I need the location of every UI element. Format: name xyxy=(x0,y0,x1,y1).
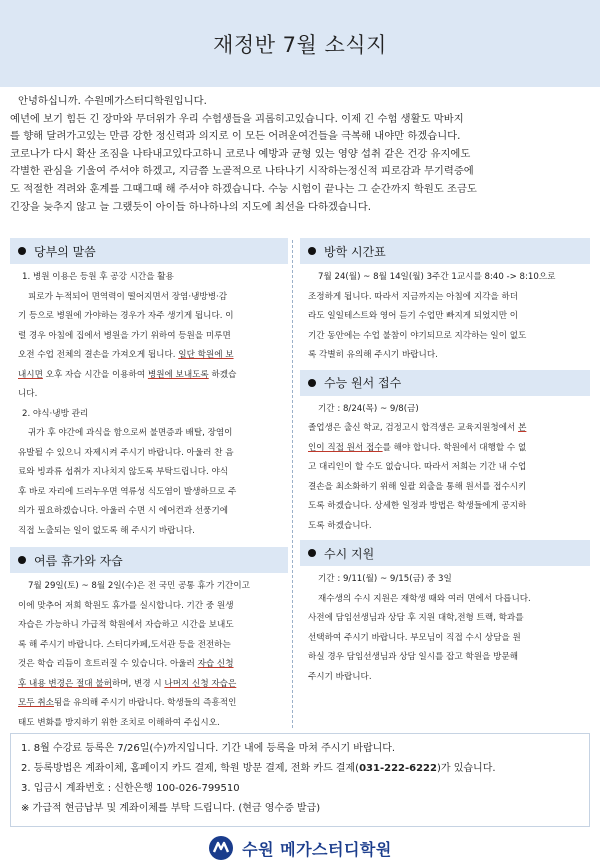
body-line: 귀가 후 야간에 과식을 함으로써 불면증과 배탈, 장염이 xyxy=(28,428,233,438)
body-line: 록 해 주시기 바랍니다. 스터디카페,도서관 등을 전전하는 xyxy=(18,639,231,650)
body-line: 럴 경우 아침에 집에서 병원을 가기 위하여 등원을 미루면 xyxy=(18,330,231,341)
emphasis-text: 일단 학원에 보 xyxy=(178,350,234,360)
section-header-schedule xyxy=(300,238,590,264)
body-line xyxy=(308,419,586,439)
emphasis-text: 병원에 보내도록 xyxy=(147,369,209,380)
body-line: 유발될 수 있으니 자제시켜 주시기 바랍니다. 아울러 찬 음 xyxy=(18,447,234,458)
emphasis-text: 인이 직접 원서 접수 xyxy=(308,442,383,453)
period-line: 기간 : 8/24(목) ~ 9/8(금) xyxy=(318,403,419,414)
body-text: 오전 수업 전체의 결손을 가져오게 됩니다. xyxy=(18,350,176,360)
section-title: 방학 시간표 xyxy=(324,244,386,259)
body-text: 를 해야 합니다. 학원에서 대행할 수 없 xyxy=(382,442,527,453)
notice-line: 1. 8월 수강료 등록은 7/26일(수)까지입니다. 기간 내에 등록을 마쳐 주시기 바랍니다. xyxy=(21,743,396,754)
body-text: 됨을 유의해 주시기 바랍니다. 학생들의 즉흥적인 xyxy=(53,698,237,708)
body-line: 주시기 바랍니다. xyxy=(308,671,372,682)
body-line: 후 바로 자리에 드러누우면 역류성 식도염이 발생하므로 주 xyxy=(18,486,237,497)
body-text: 것은 학습 리듬이 흐트러질 수 있습니다. 아울러 xyxy=(18,659,195,669)
body-line xyxy=(18,675,284,695)
bullet-icon xyxy=(18,247,26,255)
section-body-schedule xyxy=(300,264,590,366)
body-line: 의가 필요하겠습니다. 아울러 수면 시 에어컨과 선풍기에 xyxy=(18,506,229,516)
emphasis-text: 본 xyxy=(518,423,527,433)
body-text: 오후 자습 시간을 이용하여 xyxy=(42,369,148,380)
section-header-vacation xyxy=(10,547,288,573)
brand-name: 수원 메가스터디학원 xyxy=(242,839,392,859)
body-line xyxy=(18,366,284,386)
right-column xyxy=(300,238,590,687)
section-header-application xyxy=(300,370,590,396)
emphasis-text: 자습 신청 xyxy=(197,659,234,669)
body-line: 조정하게 됩니다. 따라서 지금까지는 아침에 지각을 하더 xyxy=(308,291,519,302)
body-line: 니다. xyxy=(18,389,38,399)
body-line: 라도 일일테스트와 영어 듣기 수업만 빠지게 되었지만 이 xyxy=(308,311,519,321)
section-title: 수시 지원 xyxy=(324,546,375,561)
section-title: 수능 원서 접수 xyxy=(324,376,402,390)
section-header-parent xyxy=(10,238,288,264)
notice-text: )가 있습니다. xyxy=(436,763,496,774)
body-line: 도록 하겠습니다. xyxy=(308,520,372,531)
brand-logo xyxy=(0,833,600,863)
item-title: 1. 병원 이용은 등원 후 공강 시간을 활용 xyxy=(22,272,174,282)
body-line: 태도 변화를 방지하기 위한 조치로 이해하여 주십시오. xyxy=(18,717,220,728)
emphasis-text: 내시면 xyxy=(18,369,43,380)
notice-line: 3. 입금시 계좌번호 : 신한은행 100-026-799510 xyxy=(21,783,240,794)
newsletter-header xyxy=(0,0,600,87)
body-line: 자습은 가능하니 가급적 학원에서 자습하고 시간을 보내도 xyxy=(18,620,234,630)
body-text: 하며, 변경 시 xyxy=(111,678,165,689)
notice-line xyxy=(21,759,579,779)
emphasis-text: 모두 취소 xyxy=(18,698,54,708)
intro-paragraph xyxy=(10,93,592,216)
body-text: 졸업생은 출신 학교, 검정고시 합격생은 교육지원청에서 xyxy=(308,423,519,433)
emphasis-text: 후 내용 변경은 절대 불허 xyxy=(18,678,112,689)
left-column xyxy=(10,238,288,733)
notice-box xyxy=(10,733,590,827)
body-line: 하실 경우 담임선생님과 상담 일시를 잡고 학원을 방문해 xyxy=(308,652,519,662)
section-title: 여름 휴가와 자습 xyxy=(34,553,123,568)
body-line: 7월 29일(토) ~ 8월 2일(수)은 전 국민 공통 휴가 기간이고 xyxy=(28,581,250,591)
phone-number: 031-222-6222 xyxy=(359,763,437,774)
body-line xyxy=(18,694,284,714)
bullet-icon xyxy=(308,549,316,557)
bullet-icon xyxy=(308,379,316,387)
body-text: 하겠습 xyxy=(208,369,237,380)
section-header-early xyxy=(300,540,590,566)
body-line: 료와 빙과류 섭취가 지나치지 않도록 부탁드립니다. 야식 xyxy=(18,467,229,477)
emphasis-text: 나머지 신청 자습은 xyxy=(164,678,237,689)
notice-line: ※ 가급적 현금납부 및 계좌이체를 부탁 드립니다. (현금 영수증 발급) xyxy=(21,803,321,814)
body-line: 기 등으로 병원에 가야하는 경우가 자주 생기게 됩니다. 이 xyxy=(18,311,234,321)
period-line: 기간 : 9/11(월) ~ 9/15(금) 중 3일 xyxy=(318,574,452,584)
body-line: 선택하여 주시기 바랍니다. 부모님이 직접 수시 상담을 원 xyxy=(308,632,521,643)
column-divider xyxy=(292,240,293,728)
body-line: 고 대리인이 할 수도 없습니다. 따라서 저희는 기간 내 수업 xyxy=(308,462,527,472)
body-line: 직접 노출되는 일이 없도록 해 주시기 바랍니다. xyxy=(18,525,195,536)
notice-text: 2. 등록방법은 계좌이체, 홈페이지 카드 결제, 학원 방문 결제, 전화 카드 결제( xyxy=(21,763,360,774)
intro-line: 를 향해 달려가고있는 만큼 강한 정신력과 의지로 이 모든 어려운여건들을 극복해 내야만 하겠습니다. xyxy=(10,130,461,143)
section-title: 당부의 말씀 xyxy=(34,244,96,259)
intro-line: 긴장을 늦추지 않고 늘 그랬듯이 아이들 하나하나의 지도에 최선을 다하겠습니다. xyxy=(10,200,371,213)
body-line: 기간 동안에는 수업 불참이 야기되므로 지각하는 일이 없도 xyxy=(308,330,527,341)
section-body-application xyxy=(300,396,590,537)
body-line: 7월 24(월) ~ 8월 14일(월) 3주간 1교시를 8:40 -> 8:10으로 xyxy=(318,272,556,282)
body-line: 재수생의 수시 지원은 재학생 때와 여러 면에서 다릅니다. xyxy=(318,593,531,604)
section-body-parent xyxy=(10,264,288,541)
body-line: 사전에 담임선생님과 상담 후 지원 대학,전형 트랙, 학과를 xyxy=(308,613,524,623)
item-title: 2. 야식·냉방 관리 xyxy=(22,408,89,419)
body-line xyxy=(18,655,284,675)
intro-line: 도 적절한 격려와 훈계를 그때그때 해 주셔야 하겠습니다. 수능 시험이 끝나는 그 순간까지 학원도 조금도 xyxy=(10,182,477,195)
intro-line: 각별한 관심을 기울여 주셔야 하겠고, 지금쯤 노골적으로 나타나기 시작하는정신적 피로감과 무기력증에 xyxy=(10,165,474,178)
body-line xyxy=(18,346,284,366)
intro-line: 예년에 보기 힘든 긴 장마와 무더위가 우리 수험생들을 괴롭히고있습니다. 이제 긴 수험 생활도 막바지 xyxy=(10,112,464,125)
body-line: 록 각별히 유의해 주시기 바랍니다. xyxy=(308,350,438,360)
bullet-icon xyxy=(308,247,316,255)
body-line: 피로가 누적되어 면역력이 떨어지면서 장염·냉방병·감 xyxy=(28,291,228,302)
intro-line: 안녕하십니까. 수원메가스터디학원입니다. xyxy=(18,95,207,107)
megastudy-logo-icon xyxy=(208,835,234,861)
section-body-early xyxy=(300,566,590,687)
page-title: 재정반 7월 소식지 xyxy=(213,32,387,57)
body-line: 결손을 최소화하기 위해 일괄 외출을 통해 원서를 접수시키 xyxy=(308,481,527,492)
body-line: 이에 맞추어 저희 학원도 휴가를 실시합니다. 기간 중 원생 xyxy=(18,600,234,611)
bullet-icon xyxy=(18,556,26,564)
body-line xyxy=(308,439,586,459)
intro-line: 코로나가 다시 확산 조짐을 나타내고있다고하니 코로나 예방과 균형 있는 영양 섭취 같은 건강 유지에도 xyxy=(10,147,471,160)
body-line: 도록 하겠습니다. 상세한 일정과 방법은 학생들에게 공지하 xyxy=(308,501,527,511)
section-body-vacation xyxy=(10,573,288,733)
